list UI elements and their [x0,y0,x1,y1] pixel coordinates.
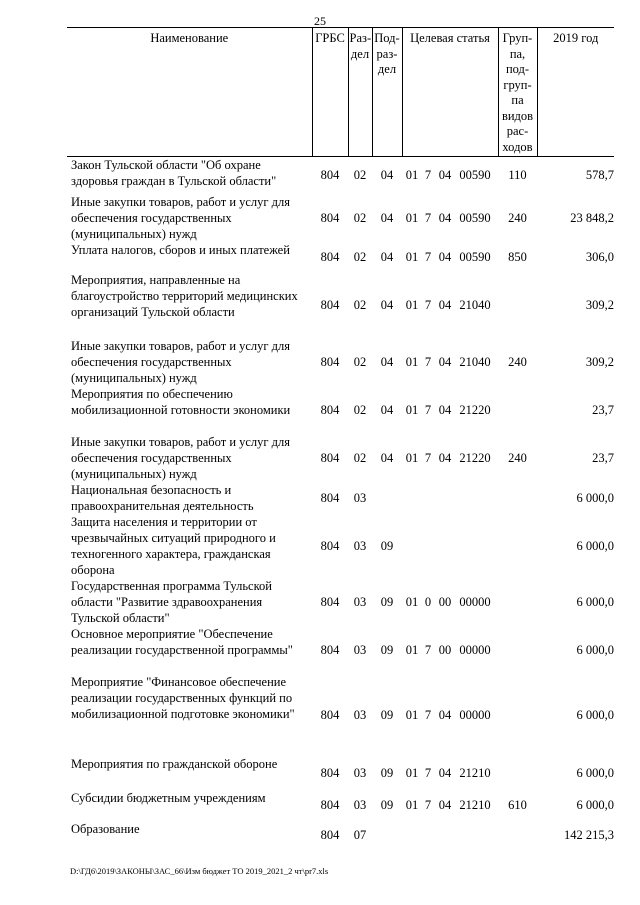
header-razdel-line: Раз- [349,31,372,45]
table-row [67,434,614,482]
target-event: 04 [438,402,452,417]
header-razdel [348,28,372,157]
header-group-line: па [511,93,524,107]
row-name: Субсидии бюджетным учреждениям [71,790,266,805]
row-podrazdel [372,821,402,849]
target-direction: 00000 [459,707,491,722]
target-program: 01 [405,798,419,812]
target-direction: 00590 [459,249,491,264]
header-group-line: рас- [506,124,529,138]
header-group-line: па, [509,46,526,61]
row-grbs: 804 [320,450,340,465]
header-podrazdel [372,28,402,157]
row-expense-type [498,626,537,674]
row-expense-type: 240 [508,210,527,225]
table-row [67,821,614,849]
row-grbs: 804 [320,642,340,657]
row-target [402,626,498,674]
row-target [402,157,498,194]
table-row [67,338,614,386]
row-razdel: 03 [353,594,367,609]
row-podrazdel: 04 [380,402,394,417]
target-direction: 21210 [459,798,491,812]
target-subprogram: 7 [424,297,432,312]
row-amount: 142 215,3 [564,827,614,842]
row-razdel: 03 [353,798,367,812]
row-expense-type [498,821,537,849]
target-direction: 00590 [459,210,491,225]
row-target [402,821,498,849]
row-target [402,194,498,242]
row-amount: 578,7 [585,168,614,183]
header-podrazdel-line: дел [377,62,397,76]
row-grbs: 804 [320,402,340,417]
row-grbs: 804 [320,297,340,312]
header-group-line: груп- [503,77,532,92]
row-expense-type: 240 [508,450,527,465]
row-amount: 6 000,0 [576,594,614,609]
row-amount: 6 000,0 [576,765,614,780]
table-row [67,482,614,514]
target-subprogram: 7 [424,798,432,812]
target-subprogram: 0 [424,594,432,609]
row-grbs: 804 [320,490,340,505]
target-program: 01 [405,707,419,722]
target-event: 04 [438,354,452,369]
header-razdel-line: дел [350,46,370,61]
header-podrazdel-line: раз- [376,46,398,61]
row-grbs: 804 [320,210,340,225]
target-event: 04 [438,168,452,183]
row-grbs: 804 [320,538,340,553]
row-amount: 6 000,0 [576,642,614,657]
header-year: 2019 год [537,28,614,157]
row-podrazdel: 09 [380,594,394,609]
row-razdel: 03 [353,765,367,780]
row-amount: 309,2 [585,354,614,369]
header-group [498,28,537,157]
target-subprogram: 7 [424,168,432,183]
table-row [67,194,614,242]
row-razdel: 02 [353,297,367,312]
row-target [402,790,498,821]
target-direction: 21210 [459,765,491,780]
row-podrazdel: 04 [380,354,394,369]
header-group-line: видов [501,108,534,123]
table-row [67,242,614,272]
target-event: 04 [438,450,452,465]
row-amount: 23,7 [592,450,614,465]
table-row [67,514,614,578]
target-event: 04 [438,210,452,225]
row-name: Иные закупки товаров, работ и услуг для обеспечения государственных (муниципальных) нужд [71,194,291,241]
row-razdel: 02 [353,168,367,183]
target-subprogram: 7 [424,765,432,780]
row-expense-type [498,578,537,626]
row-amount: 23 848,2 [570,210,614,225]
header-grbs: ГРБС [312,28,348,157]
row-name: Мероприятия, направленные на благоустройство территорий медицинских организаций Тульской области [71,272,298,319]
target-subprogram: 7 [424,249,432,264]
row-expense-type [498,386,537,434]
row-expense-type [498,514,537,578]
row-expense-type: 850 [508,249,527,264]
target-subprogram: 7 [424,354,432,369]
header-group-line: Груп- [502,31,533,45]
table-row [67,674,614,756]
header-target: Целевая статья [402,28,498,157]
table-row [67,272,614,338]
row-podrazdel: 04 [380,450,394,465]
row-razdel: 03 [353,538,367,553]
target-event: 04 [438,249,452,264]
target-program: 01 [405,249,419,264]
row-name: Мероприятия по обеспечению мобилизационной готовности экономики [71,386,291,417]
row-target [402,756,498,790]
target-direction: 21220 [459,402,491,417]
target-direction: 00000 [459,594,491,609]
row-grbs: 804 [320,707,340,722]
row-name: Мероприятие "Финансовое обеспечение реализации государственных функций по мобилизационной подготовке экономики" [71,674,295,721]
row-grbs: 804 [320,249,340,264]
row-razdel: 03 [353,490,367,505]
row-amount: 306,0 [585,249,614,264]
target-program: 01 [405,354,419,369]
row-expense-type: 610 [508,798,527,812]
header-name: Наименование [67,28,312,157]
row-podrazdel: 09 [380,765,394,780]
row-name: Иные закупки товаров, работ и услуг для обеспечения государственных (муниципальных) нужд [71,338,291,385]
header-group-line: ходов [502,139,533,154]
row-podrazdel [372,482,402,514]
target-subprogram: 7 [424,450,432,465]
row-name: Основное мероприятие "Обеспечение реализации государственной программы" [71,626,293,657]
target-subprogram: 7 [424,210,432,225]
row-target [402,338,498,386]
target-direction: 00000 [459,642,491,657]
row-name: Уплата налогов, сборов и иных платежей [71,242,290,257]
row-name: Закон Тульской области "Об охране здоровья граждан в Тульской области" [71,158,277,188]
row-expense-type [498,756,537,790]
row-expense-type [498,482,537,514]
table-row [67,157,614,194]
target-direction: 00590 [459,168,491,183]
table-row [67,790,614,821]
row-expense-type: 240 [508,354,527,369]
target-direction: 21040 [459,354,491,369]
row-target [402,482,498,514]
target-event: 00 [438,642,452,657]
row-target [402,578,498,626]
table-row [67,386,614,434]
row-name: Образование [71,821,140,836]
row-razdel: 02 [353,354,367,369]
row-grbs: 804 [320,594,340,609]
budget-table [67,27,614,849]
row-amount: 6 000,0 [576,798,614,812]
target-subprogram: 7 [424,707,432,722]
row-grbs: 804 [320,168,340,183]
row-grbs: 804 [320,827,340,842]
row-name: Мероприятия по гражданской обороне [71,756,278,771]
page-number: 25 [314,14,326,28]
target-event: 04 [438,765,452,780]
row-target [402,386,498,434]
row-amount: 309,2 [585,297,614,312]
row-target [402,514,498,578]
row-name: Защита населения и территории от чрезвычайных ситуаций природного и техногенного характера, гражданская оборона [71,514,276,577]
row-name: Государственная программа Тульской области "Развитие здравоохранения Тульской области" [71,578,272,625]
row-amount: 6 000,0 [576,490,614,505]
row-expense-type [498,674,537,756]
row-grbs: 804 [320,354,340,369]
table-row [67,578,614,626]
target-subprogram: 7 [424,402,432,417]
target-program: 01 [405,765,419,780]
header-group-line: под- [505,62,530,76]
header-podrazdel-line: Под- [374,31,400,45]
table-row [67,626,614,674]
row-amount: 6 000,0 [576,707,614,722]
target-subprogram: 7 [424,642,432,657]
row-target [402,242,498,272]
table-body [67,157,614,849]
target-program: 01 [405,642,419,657]
target-direction: 21220 [459,450,491,465]
target-program: 01 [405,594,419,609]
target-direction: 21040 [459,297,491,312]
row-razdel: 07 [353,827,367,842]
row-razdel: 03 [353,707,367,722]
row-expense-type [498,272,537,338]
target-event: 04 [438,798,452,812]
row-target [402,674,498,756]
row-razdel: 02 [353,450,367,465]
file-path-footer: D:\ГД6\2019\ЗАКОНЫ\ЗАС_66\Изм бюджет ТО 2019_2021_2 чт\pr7.xls [70,866,329,876]
row-podrazdel: 04 [380,210,394,225]
target-event: 00 [438,594,452,609]
row-razdel: 02 [353,210,367,225]
row-grbs: 804 [320,798,340,812]
row-podrazdel: 09 [380,538,394,553]
target-event: 04 [438,297,452,312]
row-razdel: 02 [353,402,367,417]
row-razdel: 02 [353,249,367,264]
target-program: 01 [405,168,419,183]
row-name: Иные закупки товаров, работ и услуг для обеспечения государственных (муниципальных) нужд [71,434,291,481]
header-row [67,28,614,157]
row-podrazdel: 09 [380,798,394,812]
row-razdel: 03 [353,642,367,657]
target-event: 04 [438,707,452,722]
table-row [67,756,614,790]
row-name: Национальная безопасность и правоохранительная деятельность [71,482,254,513]
target-program: 01 [405,402,419,417]
row-target [402,272,498,338]
row-amount: 23,7 [592,402,614,417]
row-expense-type: 110 [508,168,527,183]
target-program: 01 [405,297,419,312]
row-podrazdel: 09 [380,642,394,657]
row-podrazdel: 04 [380,297,394,312]
target-program: 01 [405,210,419,225]
target-program: 01 [405,450,419,465]
row-podrazdel: 09 [380,707,394,722]
row-amount: 6 000,0 [576,538,614,553]
row-podrazdel: 04 [380,249,394,264]
row-target [402,434,498,482]
row-grbs: 804 [320,765,340,780]
row-podrazdel: 04 [380,168,394,183]
